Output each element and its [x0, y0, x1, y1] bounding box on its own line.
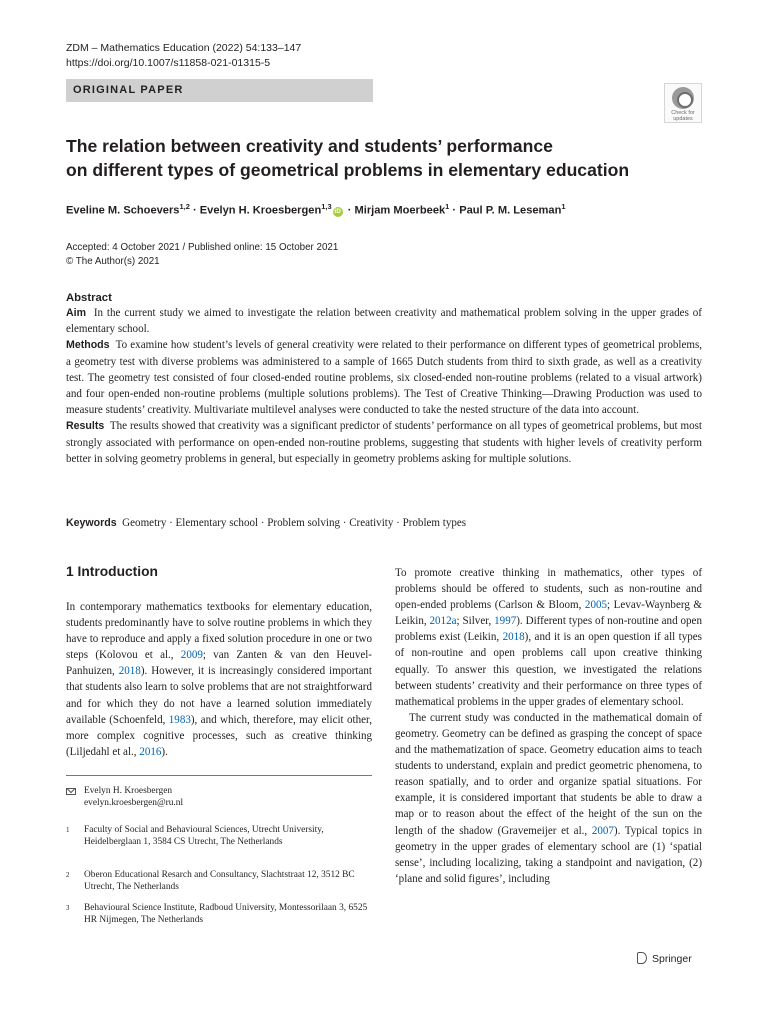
springer-horse-icon: [637, 952, 647, 964]
abstract-methods: [66, 337, 702, 418]
affiliation-number: 1: [66, 826, 70, 834]
paper-title: [66, 134, 706, 182]
text-run: ), and which, therefore, may elicit other, more complex cognitive processes, such as creative thinking (Liljedahl et al.,: [66, 713, 373, 758]
right-column-text: [395, 565, 702, 887]
text-run: ). However, it is increasingly considered important that students also learn to solve problems that are not straightforward and for which they do not have a learned solution immediately available (Schoenfeld,: [66, 665, 372, 726]
check-updates-label: Check for updates: [671, 110, 695, 122]
text-run: In contemporary mathematics textbooks for elementary education, students predominantly have to solve routine problems in which they have to reproduce and apply a fixed solution procedure in one or two steps (Kolovou et al.,: [66, 601, 372, 662]
footnote-divider: [66, 775, 372, 776]
citation-link[interactable]: 1983: [168, 713, 191, 726]
text-run: ), and it is an open question if all types of non-routine and open problems call upon creative thinking equally. To answer this question, we investigated the relations between students’ creativity and their performance on three types of mathematical problems in the upper grades of elementary school.: [395, 631, 702, 708]
citation-link[interactable]: 2012a: [429, 615, 457, 628]
doi-link[interactable]: https://doi.org/10.1007/s11858-021-01315-5: [66, 56, 271, 69]
keywords-label: Keywords: [66, 517, 117, 529]
body-paragraph: [395, 565, 702, 710]
corresponding-author-note: [66, 785, 372, 810]
results-text: The results showed that creativity was a significant predictor of students’ performance on all types of geometrical problems, but most strongly associated with performance on open-ended non-routine problems, suggesting that students with higher levels of creativity perform better in solving geometry problems in general, but especially in geometry problems asking for multiple solutions.: [66, 420, 702, 465]
text-run: ). Different types of non-routine and open problems exist (Leikin,: [395, 615, 702, 644]
results-label: Results: [66, 420, 105, 433]
affiliation-text: Oberon Educational Resarch and Consultancy, Slachtstraat 12, 3512 BC Utrecht, The Netherlands: [84, 870, 355, 893]
citation-link[interactable]: 2005: [584, 599, 608, 612]
affiliation-note: [66, 824, 372, 849]
citation-link[interactable]: 1997: [494, 615, 517, 628]
affiliation-note: [66, 869, 372, 894]
text-run: To promote creative thinking in mathematics, other types of problems should be offered to students, such as non-routine and open-ended problems (Carlson & Bloom,: [395, 567, 702, 612]
methods-text: To examine how student’s levels of general creativity were related to their performance on different types of geometrical problems, a geometry test with diverse problems was administered to a sample of 1665 Dutch students from third to sixth grade, as well as a creativity test. The geometry test consisted of four closed-ended routine problems, six closed-ended non-routine problems (related to a visual artwork) and four open-ended non-routine problems (multiple solutions problems). The Test of Creative Thinking—Drawing Production was used to measure students’ creativity. Multivariate multilevel analyses were conducted to take the nested structure of the data into account.: [66, 339, 703, 417]
keywords: [66, 517, 466, 529]
abstract-results: [66, 418, 702, 467]
author-affiliation: 1: [561, 202, 566, 211]
title-line-2: on different types of geometrical problems in elementary education: [66, 160, 630, 180]
author-affiliation: 1,2: [179, 202, 190, 211]
author-affiliation: 1,3: [321, 202, 332, 211]
author-affiliation: 1: [445, 202, 450, 211]
publisher-logo: [637, 952, 692, 965]
orcid-icon[interactable]: iD: [334, 207, 341, 215]
keywords-text: Geometry · Elementary school · Problem solving · Creativity · Problem types: [122, 517, 467, 529]
author-name[interactable]: Mirjam Moerbeek: [354, 204, 446, 217]
envelope-icon: [66, 788, 76, 795]
citation-link[interactable]: 2009: [180, 649, 203, 662]
affiliation-text: Faculty of Social and Behavioural Sciences, Utrecht University, Heidelberglaan 1, 3584 CS Utrecht, The Netherlands: [84, 825, 324, 848]
check-for-updates-badge[interactable]: [664, 83, 702, 123]
section-heading-introduction: 1 Introduction: [66, 564, 158, 579]
aim-label: Aim: [66, 307, 87, 319]
contact-email[interactable]: evelyn.kroesbergen@ru.nl: [84, 798, 184, 809]
body-paragraph: [395, 710, 702, 887]
affiliation-note: [66, 902, 372, 927]
abstract: [66, 291, 702, 467]
citation-link[interactable]: 2007: [591, 824, 614, 837]
affiliation-number: 3: [66, 904, 70, 912]
aim-text: In the current study we aimed to investigate the relation between creativity and mathematical problem solving in the upper grades of elementary school.: [66, 307, 702, 336]
citation-link[interactable]: 2016: [139, 745, 162, 758]
text-run: ).: [161, 745, 168, 758]
citation-link[interactable]: 2018: [502, 631, 525, 644]
affiliation-number: 2: [66, 871, 70, 879]
text-run: ; Levav-Waynberg & Leikin,: [395, 599, 702, 628]
publisher-name: Springer: [652, 953, 692, 965]
journal-header: [66, 41, 301, 70]
author-name[interactable]: Evelyn H. Kroesbergen: [199, 204, 322, 217]
methods-label: Methods: [66, 339, 110, 352]
text-run: ; Silver,: [456, 615, 495, 628]
abstract-heading: Abstract: [66, 292, 112, 304]
author-name[interactable]: Eveline M. Schoevers: [66, 204, 180, 217]
check-updates-icon: [672, 87, 694, 109]
text-run: The current study was conducted in the mathematical domain of geometry. Geometry can be defined as grasping the concept of space and the mathematization of space. Geometry education aims to teach students to understand, explain and predict geometric phenomena, to reason spatially, and to order and organize spatial situations. For example, it is considered important that students be able to draw a map or to reason about the effect of the height of the sun on the length of the shadow (Gravemeijer et al.,: [395, 711, 702, 837]
author-list: Eveline M. Schoevers$^{1,2}$ · Evelyn H. Kroesbergen$^{1,3}$iD · Mirjam Moerbeek$^1$ · Paul P. M. Leseman$^1$: [66, 202, 566, 217]
author-name[interactable]: Paul P. M. Leseman: [459, 204, 562, 217]
accepted-date: Accepted: 4 October 2021 / Published online: 15 October 2021: [66, 242, 339, 253]
title-line-1: The relation between creativity and students’ performance: [66, 136, 553, 156]
intro-paragraph: [66, 599, 372, 760]
article-type-banner: ORIGINAL PAPER: [66, 79, 373, 102]
journal-citation: ZDM – Mathematics Education (2022) 54:133–147: [66, 42, 302, 54]
citation-link[interactable]: 2018: [118, 665, 141, 678]
affiliation-text: Behavioural Science Institute, Radboud University, Montessorilaan 3, 6525 HR Nijmegen, The Netherlands: [84, 903, 368, 926]
left-column-text: [66, 599, 372, 760]
publication-dates: [66, 241, 338, 268]
abstract-aim: [66, 305, 702, 337]
text-run: ; van Zanten & van den Heuvel-Panhuizen,: [66, 649, 372, 678]
text-run: ). Typical topics in geometry in the upper grades of elementary school are (1) ‘spatial sense’, including localizing, taking a standpoint and navigation, (2) ‘plane and solid figures’, including: [395, 824, 702, 885]
copyright: © The Author(s) 2021: [66, 255, 160, 267]
contact-name: Evelyn H. Kroesbergen: [84, 786, 173, 796]
